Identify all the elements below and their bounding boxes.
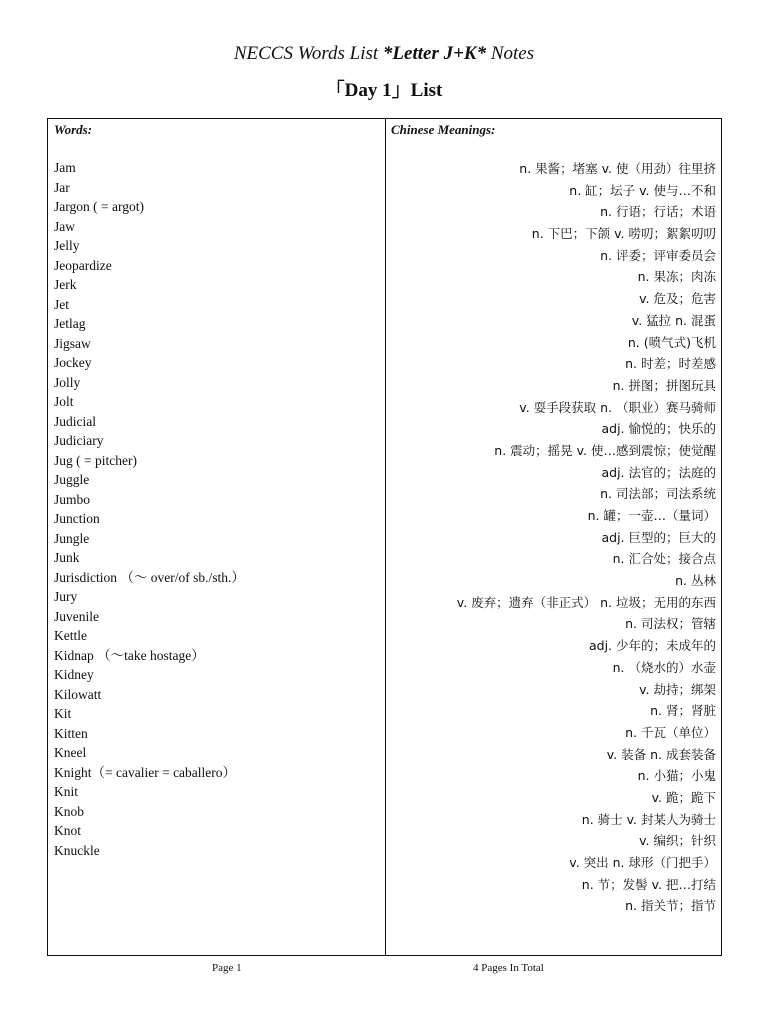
meaning-item: n. 骑士 v. 封某人为骑士 xyxy=(581,811,716,827)
meaning-item: n. 下巴；下颌 v. 唠叨；絮絮叨叨 xyxy=(531,226,716,242)
word-item: Jolt xyxy=(54,394,74,409)
word-item: Jar xyxy=(54,179,70,195)
meaning-item: n. 肾；肾脏 xyxy=(650,703,716,719)
meaning-item: v. 劫持；绑架 xyxy=(639,681,716,697)
word-item: Jet xyxy=(54,296,69,312)
meanings-list xyxy=(391,158,716,917)
word-item: Jockey xyxy=(54,355,92,370)
meaning-item: v. 跪；跪下 xyxy=(651,789,716,805)
word-item: Jaw xyxy=(54,218,75,234)
meaning-item: adj. 巨型的；巨大的 xyxy=(601,529,716,545)
meaning-item: v. 耍手段获取 n. （职业）赛马骑师 xyxy=(519,399,716,415)
word-item: Knuckle xyxy=(54,842,100,858)
meaning-item: v. 装备 n. 成套装备 xyxy=(606,746,716,762)
meaning-item: n. 司法部；司法系统 xyxy=(600,486,716,502)
word-item: Juggle xyxy=(54,472,90,487)
word-item: Jam xyxy=(54,160,76,175)
meanings-column-header: Chinese Meanings: xyxy=(391,122,496,137)
meaning-item: n. 果酱；堵塞 v. 使（用劲）往里挤 xyxy=(519,161,716,176)
page-total: 4 Pages In Total xyxy=(473,962,544,974)
word-item: Jurisdiction （～ over/of sb./sth.） xyxy=(54,569,245,585)
meaning-item: n. (喷气式)飞机 xyxy=(627,334,716,350)
word-item: Knit xyxy=(54,784,79,799)
meaning-item: n. （烧水的）水壶 xyxy=(612,659,716,675)
meaning-item: v. 突出 n. 球形（门把手） xyxy=(569,855,716,870)
meaning-item: n. 评委；评审委员会 xyxy=(600,247,716,263)
title-suffix: Notes xyxy=(486,43,535,64)
word-item: Junk xyxy=(54,550,80,565)
word-item: Kitten xyxy=(54,725,88,741)
word-item: Jetlag xyxy=(54,316,86,331)
meaning-item: n. 果冻；肉冻 xyxy=(637,269,716,285)
word-item: Jigsaw xyxy=(54,335,91,351)
word-item: Jolly xyxy=(54,374,81,390)
title-emphasis: *Letter J+K* xyxy=(382,43,487,64)
meaning-item: v. 编织；针织 xyxy=(639,833,716,849)
title-prefix: NECCS Words List xyxy=(233,43,383,64)
word-item: Jerk xyxy=(54,277,77,292)
word-item: Jargon ( = argot) xyxy=(54,199,144,214)
day-subtitle: 「Day 1」List xyxy=(325,80,443,101)
meaning-item: n. 拼图；拼图玩具 xyxy=(612,377,716,393)
word-item: Judiciary xyxy=(54,433,104,448)
meaning-item: adj. 法官的；法庭的 xyxy=(601,464,716,480)
column-divider xyxy=(385,119,386,955)
meaning-item: n. 时差；时差感 xyxy=(625,356,716,372)
word-item: Jeopardize xyxy=(54,257,112,273)
word-item: Knot xyxy=(54,823,81,838)
word-table xyxy=(47,118,722,956)
word-item: Kettle xyxy=(54,628,87,643)
word-item: Jumbo xyxy=(54,491,91,507)
word-item: Knob xyxy=(54,803,84,819)
meaning-item: n. 罐；一壶…（量词） xyxy=(587,508,716,523)
meaning-item: n. 司法权；管辖 xyxy=(625,616,716,632)
words-list xyxy=(54,158,379,860)
word-item: Jug ( = pitcher) xyxy=(54,452,137,468)
meaning-item: n. 丛林 xyxy=(675,573,716,589)
meaning-item: v. 废弃；遗弃（非正式） n. 垃圾；无用的东西 xyxy=(456,594,716,610)
word-item: Jelly xyxy=(54,238,80,253)
word-item: Knight（= cavalier = caballero） xyxy=(54,764,237,780)
meaning-item: n. 行语；行话；术语 xyxy=(600,204,716,220)
word-item: Kidnap （～take hostage） xyxy=(54,647,205,663)
page-number: Page 1 xyxy=(212,962,242,974)
meaning-item: n. 千瓦（单位） xyxy=(625,724,716,740)
word-item: Junction xyxy=(54,511,100,526)
meaning-item: n. 小猫；小鬼 xyxy=(637,768,716,784)
meaning-item: adj. 少年的；未成年的 xyxy=(588,638,716,654)
word-item: Juvenile xyxy=(54,608,99,624)
meaning-item: adj. 愉悦的；快乐的 xyxy=(601,421,716,437)
words-column-header: Words: xyxy=(54,122,93,137)
word-item: Judicial xyxy=(54,413,96,429)
meaning-item: n. 指关节；指节 xyxy=(625,898,716,914)
meaning-item: n. 缸；坛子 v. 使与…不和 xyxy=(569,182,716,198)
meaning-item: n. 节；发髻 v. 把…打结 xyxy=(581,876,716,892)
meaning-item: v. 猛拉 n. 混蛋 xyxy=(631,312,716,328)
word-item: Jungle xyxy=(54,530,90,546)
meaning-item: n. 汇合处；接合点 xyxy=(612,551,716,567)
meaning-item: n. 震动；摇晃 v. 使…感到震惊；使觉醒 xyxy=(494,442,716,458)
document-title xyxy=(0,42,768,66)
meaning-item: v. 危及；危害 xyxy=(639,291,716,307)
word-item: Kneel xyxy=(54,745,87,760)
word-item: Kilowatt xyxy=(54,686,102,702)
word-item: Kidney xyxy=(54,667,94,682)
word-item: Kit xyxy=(54,706,72,721)
word-item: Jury xyxy=(54,589,78,604)
